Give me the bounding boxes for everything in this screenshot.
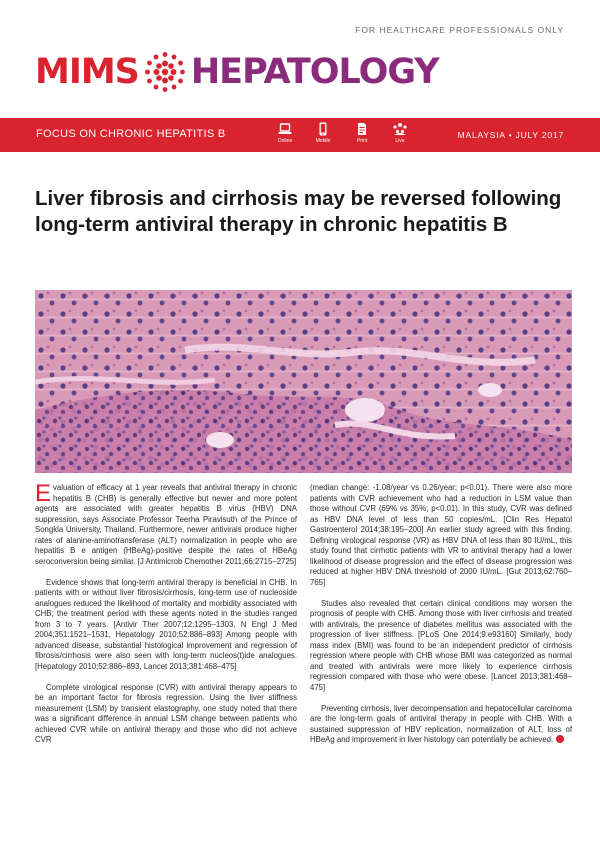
end-mark-icon xyxy=(556,735,564,743)
paragraph: (median change: -1.08/year vs 0.26/year; p<0.01). There were also more patients with CVR achievement who had a reduction in LSM value than those without CVR (69% vs 35%; p<0.01). In this study, CVR was defined as HBV DNA level of less than 50 copies/mL. [Clin Res Hepatol Gastroenterol 2014;38:195–200] An earlier study agreed with this finding. Defining virological response (VR) as HBV DNA of less than 80 IU/mL, this study found that cirrhotic patients with VR to antiviral therapy had a lower likelihood of disease progression and the effect of disease progression was reduced at higher HBV DNA threshold of 2000 IU/mL. [Gut 2013;62:760–765] xyxy=(310,483,572,587)
mims-dots-logo-icon xyxy=(141,48,189,96)
masthead xyxy=(35,48,439,96)
channel-mobile: Mobile xyxy=(306,122,340,144)
audience-icon xyxy=(392,122,408,136)
article-column-right xyxy=(310,483,572,756)
issue-label: MALAYSIA • JULY 2017 xyxy=(457,130,564,140)
paragraph: Preventing cirrhosis, liver decompensation and hepatocellular carcinoma are the long-term goals of antiviral therapy in people with CHB. With a sustained suppression of HBV replication, normalization of ALT, loss of HBeAg and improvement in liver histology can potentially be achieved. xyxy=(310,703,572,744)
printer-icon xyxy=(355,122,369,136)
drop-cap: E xyxy=(35,480,52,507)
audience-note: FOR HEALTHCARE PROFESSIONALS ONLY xyxy=(355,25,564,35)
paragraph: Studies also revealed that certain clinical conditions may worsen the prognosis of people with CHB. Among those with liver cirrhosis and treated with antivirals, the presence of diabetes mellitus was associated with the progression of liver stiffness. [PLoS One 2014;9:e93160] Similarly, body mass index (BMI) was found to be an independent predictor of cirrhosis regression where people with CHB whose BMI was categorized as normal and treated with antivirals were more likely to experience cirrhosis regression compared with those who were obese. [Lancet 2013;381:468–475] xyxy=(310,598,572,692)
paragraph: Complete virological response (CVR) with antiviral therapy appears to be an important factor for fibrosis regression. Using the liver stiffness measurement (LSM) by transient elastography, one study noted that there was a significant difference in annual LSM change between patients who achieved CVR while on antiviral therapy and those who did not achieve CVR xyxy=(35,682,297,744)
paragraph: Evidence shows that long-term antiviral therapy is beneficial in CHB. In patients with or without liver fibrosis/cirrhosis, long-term use of nucleoside analogues reduced the likelihood of mortality and morbidity associated with CHB; the treatment period with these agents noted in the studies ranged from 3 to 7 years. [Antivir Ther 2007;12:1295–1303, N Engl J Med 2004;351:1521–1531, Hepatology 2010;52:886–893] Among people with advanced disease, substantial histological improvement and regression of fibrosis/cirrhosis were also seen with long-term nucleos(t)ide analogues. [Hepatology 2010;52:886–893, Lancet 2013;381:468–475] xyxy=(35,577,297,671)
section-bar xyxy=(0,118,600,152)
liver-histology-image xyxy=(35,290,572,473)
liver-histology-micrograph-icon xyxy=(35,290,572,473)
channel-live: Live xyxy=(383,122,417,144)
article-title: Liver fibrosis and cirrhosis may be reversed following long-term antiviral therapy in chronic hepatitis B xyxy=(35,187,562,236)
laptop-icon xyxy=(278,122,292,136)
focus-label: FOCUS ON CHRONIC HEPATITIS B xyxy=(36,128,226,140)
mobile-phone-icon xyxy=(316,122,330,136)
brand-mims: MIMS xyxy=(35,51,139,92)
channel-online: Online xyxy=(268,122,302,144)
brand-hepatology: HEPATOLOGY xyxy=(190,51,439,92)
channel-print: Print xyxy=(345,122,379,144)
paragraph: Evaluation of efficacy at 1 year reveals that antiviral therapy in chronic hepatitis B (CHB) is generally effective but newer and more potent agents are associated with greater hepatitis B virus (HBV) DNA suppression, says Associate Professor Teerha Piravisuth of the Prince of Songkla University, Thailand. Furthermore, newer antivirals produce higher rates of alanine-aminotransferase (ALT) normalization in people who are hepatitis B e antigen (HBeAg)-positive despite the rates of HBeAg seroconversion being similar. [J Antimicrob Chemother 2011;66:2715–2725] xyxy=(35,480,297,566)
article-column-left xyxy=(35,480,297,756)
